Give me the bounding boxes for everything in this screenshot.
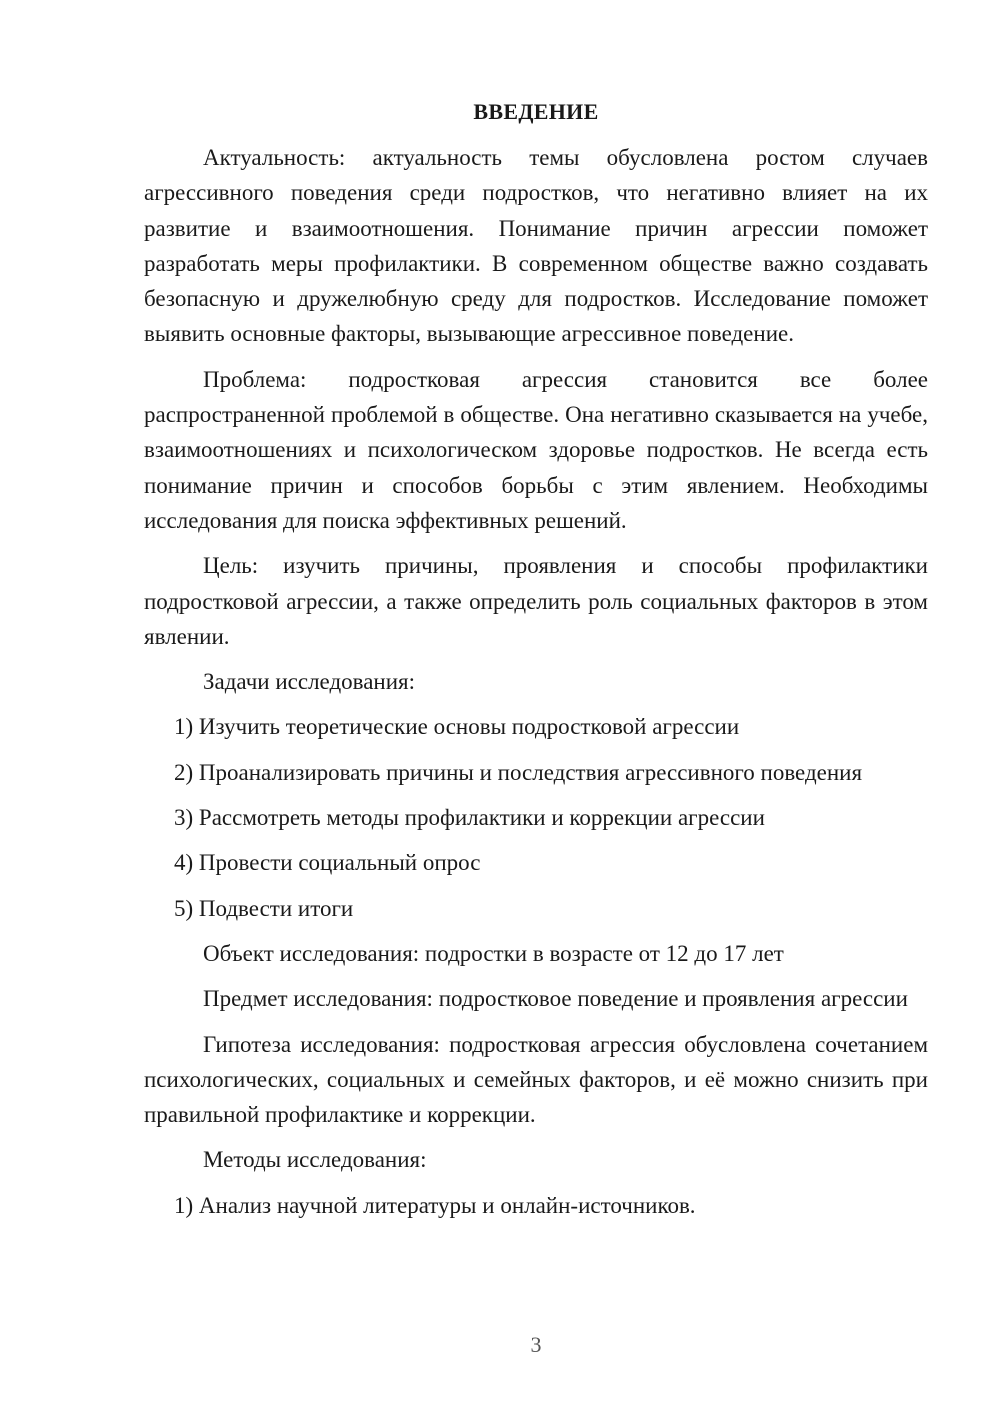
method-item: 1) Анализ научной литературы и онлайн-источников. (174, 1192, 696, 1218)
page-content (144, 94, 928, 1233)
task-item: 1) Изучить теоретические основы подростковой агрессии (174, 714, 740, 740)
object-line: Объект исследования: подростки в возрасте от 12 до 17 лет (203, 940, 784, 966)
tasks-heading: Задачи исследования: (203, 669, 416, 695)
task-item: 5) Подвести итоги (174, 895, 354, 921)
hypothesis-paragraph: Гипотеза исследования: подростковая агрессия обусловлена сочетанием психологических, социальных и семейных факторов, и её можно снизить при правильной профилактике и коррекции. (144, 1031, 928, 1128)
section-title: ВВЕДЕНИЕ (473, 99, 599, 124)
page-number: 3 (530, 1332, 542, 1357)
subject-paragraph: Предмет исследования: подростковое поведение и проявления агрессии (203, 986, 908, 1012)
task-item: 2) Проанализировать причины и последствия агрессивного поведения (174, 759, 863, 785)
goal-paragraph: Цель: изучить причины, проявления и способы профилактики подростковой агрессии, а также определить роль социальных факторов в этом явлении. (144, 553, 928, 649)
task-item: 3) Рассмотреть методы профилактики и коррекции агрессии (174, 805, 765, 831)
task-item: 4) Провести социальный опрос (174, 850, 481, 876)
relevance-paragraph: Актуальность: актуальность темы обусловлена ростом случаев агрессивного поведения среди подростков, что негативно влияет на их развитие и взаимоотношения. Понимание причин агрессии поможет разработать меры профилактики. В современном обществе важно создавать безопасную и дружелюбную среду для подростков. Исследование поможет выявить основные факторы, вызывающие агрессивное поведение. (144, 145, 928, 347)
methods-heading: Методы исследования: (203, 1147, 427, 1173)
problem-paragraph: Проблема: подростковая агрессия становится все более распространенной проблемой в обществе. Она негативно сказывается на учебе, взаимоотношениях и психологическом здоровье подростков. Не всегда есть понимание причин и способов борьбы с этим явлением. Необходимы исследования для поиска эффективных решений. (144, 366, 928, 533)
